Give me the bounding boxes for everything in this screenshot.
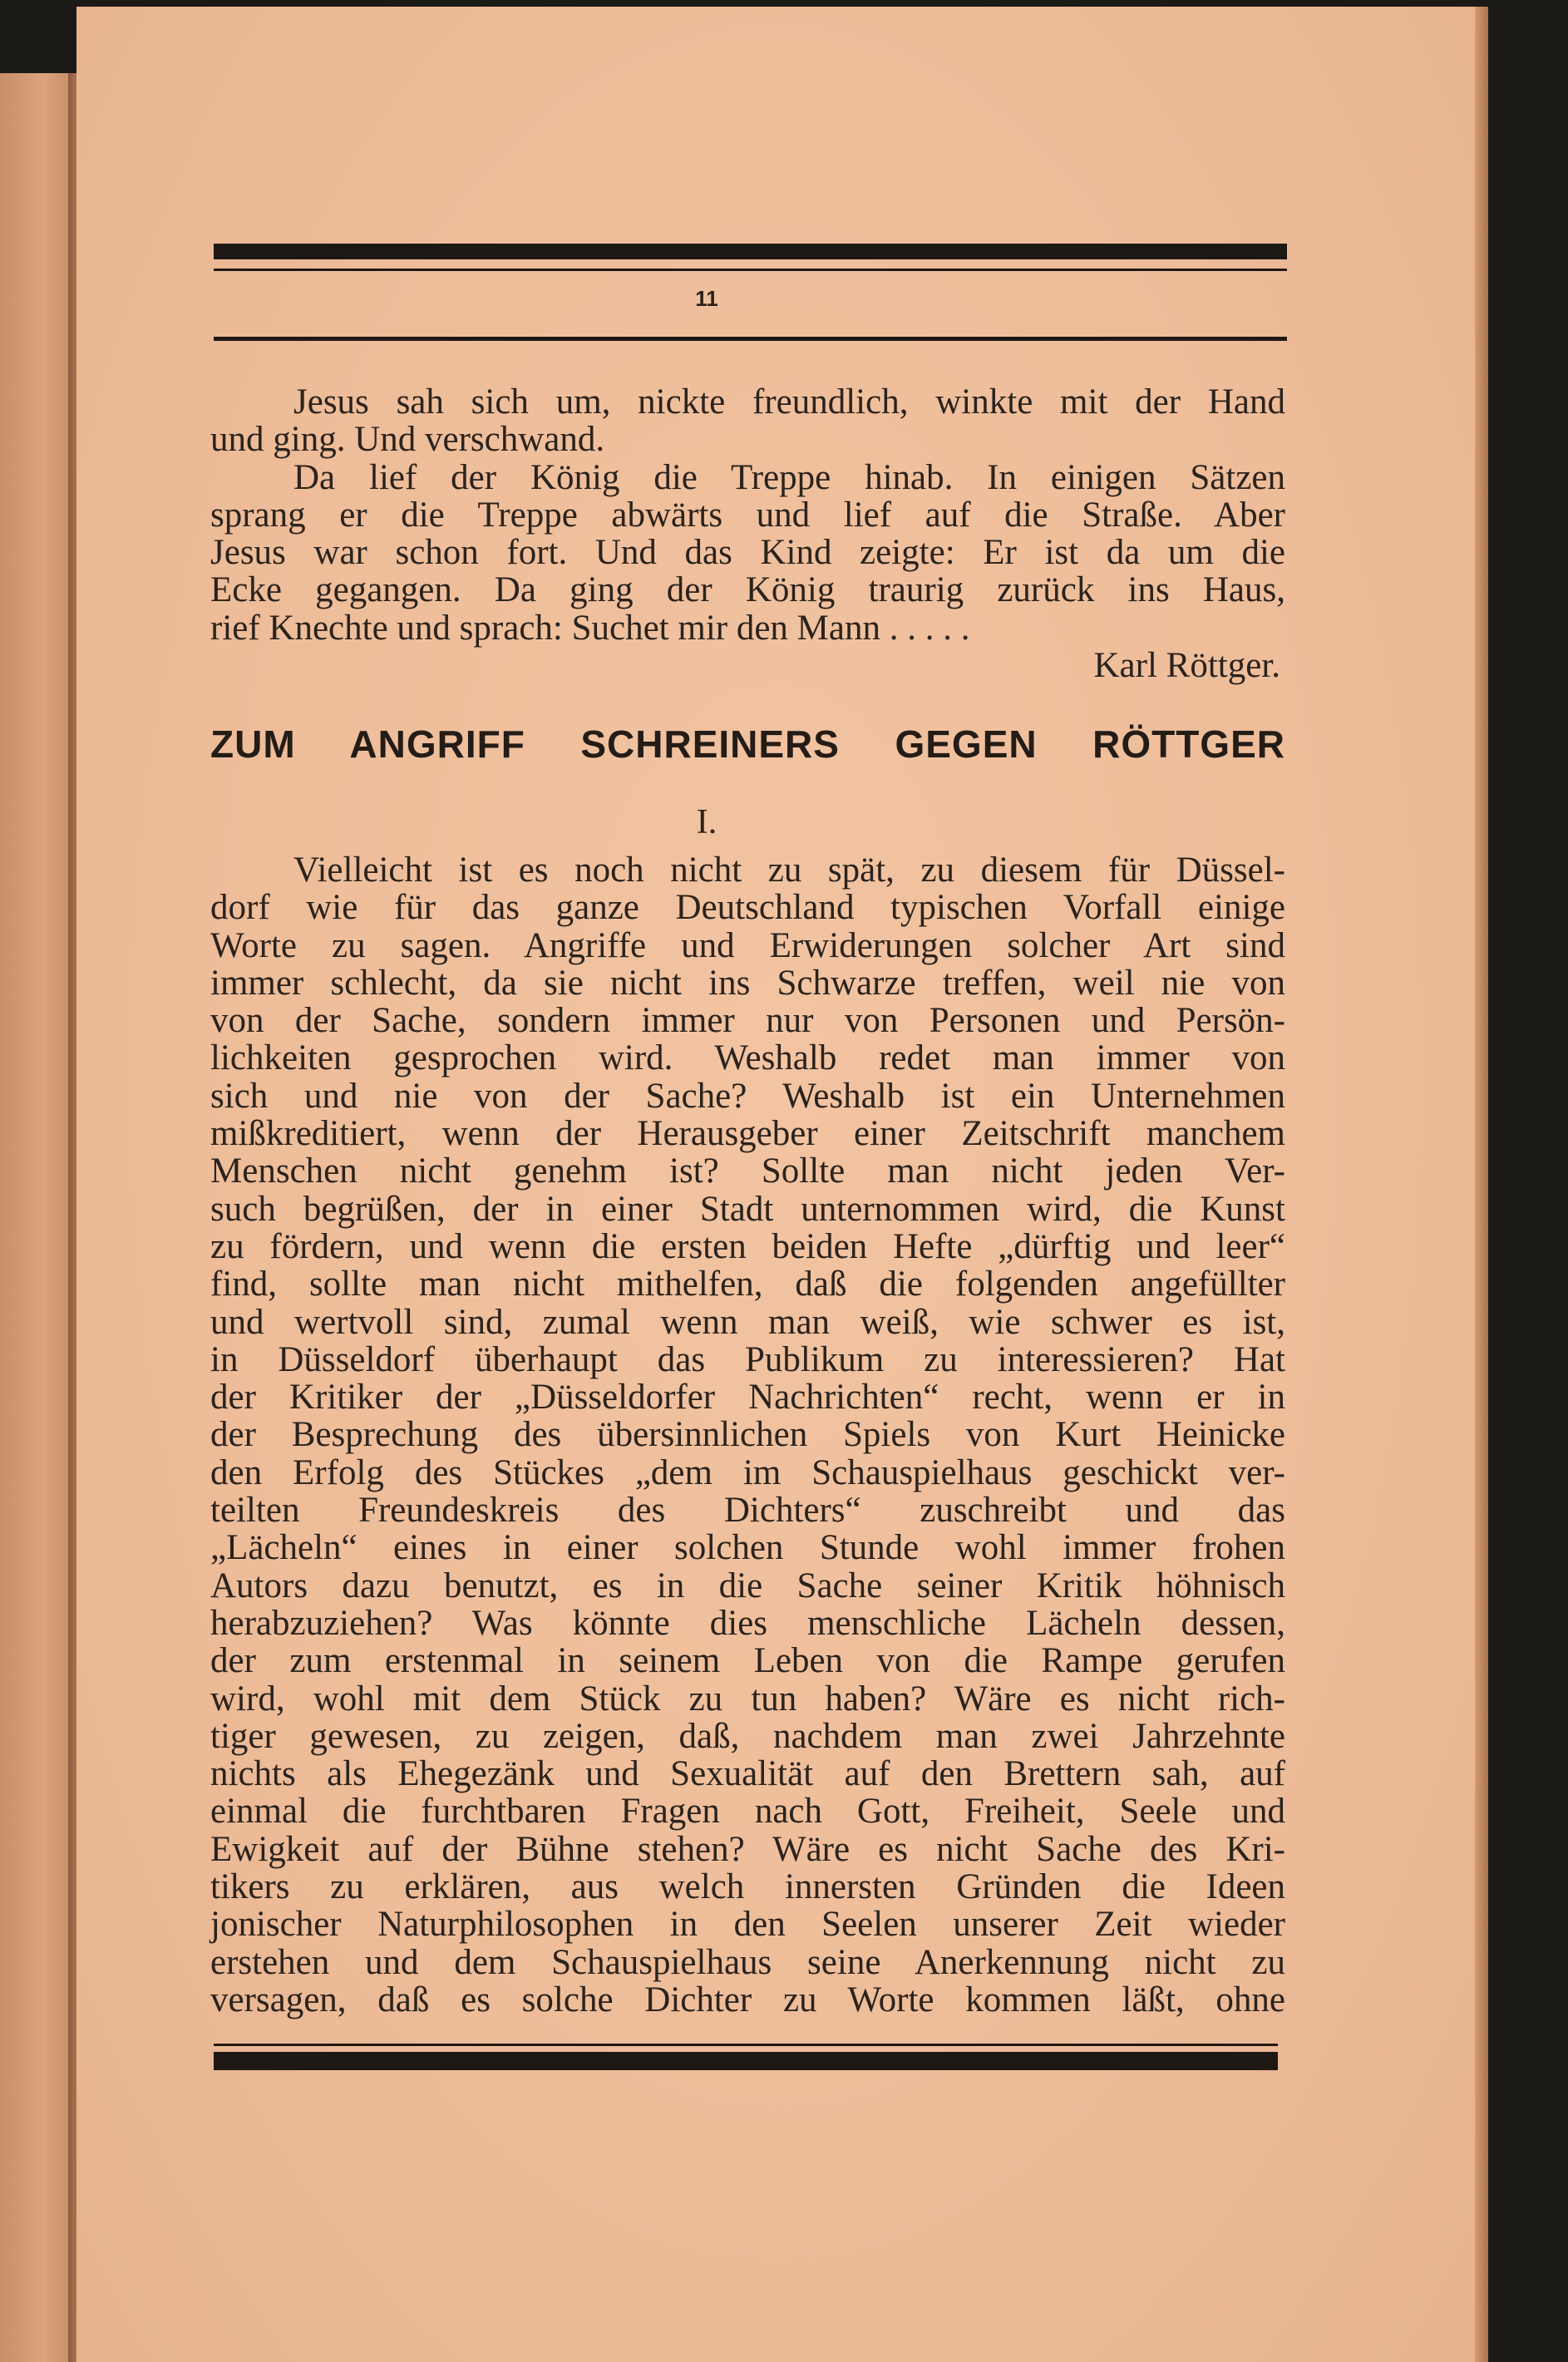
text-line: nichts als Ehegezänk und Sexualität auf den Brettern sah, auf (210, 1754, 1285, 1794)
text-line: lichkeiten gesprochen wird. Weshalb redet man immer von (210, 1038, 1285, 1078)
text-line: der Kritiker der „Düsseldorfer Nachrichten“ recht, wenn er in (210, 1378, 1285, 1418)
text-line: und wertvoll sind, zumal wenn man weiß, wie schwer es ist, (210, 1302, 1285, 1342)
text-line: tiger gewesen, zu zeigen, daß, nachdem man zwei Jahrzehnte (210, 1716, 1285, 1756)
text-line: wird, wohl mit dem Stück zu tun haben? Wäre es nicht rich- (210, 1679, 1285, 1718)
text-line: von der Sache, sondern immer nur von Personen und Persön- (210, 1001, 1285, 1041)
text-line: sprang er die Treppe abwärts und lief auf die Straße. Aber (210, 495, 1285, 535)
text-line: Ecke gegangen. Da ging der König traurig zurück ins Haus, (210, 570, 1285, 610)
text-line: herabzuziehen? Was könnte dies menschliche Lächeln dessen, (210, 1603, 1285, 1643)
page-edge-shadow (1475, 7, 1488, 2362)
text-line: Menschen nicht genehm ist? Sollte man nicht jeden Ver- (210, 1151, 1285, 1191)
text-line: der Besprechung des übersinnlichen Spiels von Kurt Heinicke (210, 1415, 1285, 1455)
text-line: such begrüßen, der in einer Stadt unternommen wird, die Kunst (210, 1189, 1285, 1229)
text-line: jonischer Naturphilosophen in den Seelen unserer Zeit wieder (210, 1905, 1285, 1945)
text-line: teilten Freundeskreis des Dichters“ zuschreibt und das (210, 1491, 1285, 1531)
text-line: Vielleicht ist es noch nicht zu spät, zu diesem für Düssel- (293, 851, 1285, 890)
text-line: zu fördern, und wenn die ersten beiden Hefte „dürftig und leer“ (210, 1226, 1285, 1266)
text-line: mißkreditiert, wenn der Herausgeber einer Zeitschrift manchem (210, 1114, 1285, 1154)
section-number: I. (696, 803, 717, 841)
text-line: Da lief der König die Treppe hinab. In einigen Sätzen (293, 457, 1285, 497)
text-line: Jesus war schon fort. Und das Kind zeigte: Er ist da um die (210, 533, 1285, 573)
text-line: Jesus sah sich um, nickte freundlich, winkte mit der Hand (293, 382, 1285, 422)
page-number: 11 (695, 286, 718, 311)
text-line: „Lächeln“ eines in einer solchen Stunde wohl immer frohen (210, 1528, 1285, 1568)
article-body (210, 851, 1285, 2019)
author-signature: Karl Röttger. (1093, 646, 1280, 686)
text-line: Ewigkeit auf der Bühne stehen? Wäre es nicht Sache des Kri- (210, 1829, 1285, 1869)
article-heading: ZUM ANGRIFF SCHREINERS GEGEN RÖTTGER (210, 722, 1285, 766)
text-line: find, sollte man nicht mithelfen, daß die folgenden angefüllter (210, 1265, 1285, 1304)
left-page-edge (0, 73, 73, 2362)
text-line: dorf wie für das ganze Deutschland typischen Vorfall einige (210, 888, 1285, 928)
text-line: einmal die furchtbaren Fragen nach Gott, Freiheit, Seele und (210, 1792, 1285, 1832)
text-line: versagen, daß es solche Dichter zu Worte kommen läßt, ohne (210, 1980, 1285, 2019)
text-line: tikers zu erklären, aus welch innersten Gründen die Ideen (210, 1867, 1285, 1907)
text-line: sich und nie von der Sache? Weshalb ist ein Unternehmen (210, 1076, 1285, 1116)
text-line: Autors dazu benutzt, es in die Sache seiner Kritik höhnisch (210, 1566, 1285, 1605)
text-line: immer schlecht, da sie nicht ins Schwarze treffen, weil nie von (210, 963, 1285, 1003)
footer-rule-thin (214, 2044, 1278, 2046)
header-rule-thin (214, 269, 1287, 271)
header-rule-thick (214, 244, 1287, 259)
text-line: der zum erstenmal in seinem Leben von die Rampe gerufen (210, 1641, 1285, 1681)
text-line: in Düsseldorf überhaupt das Publikum zu interessieren? Hat (210, 1339, 1285, 1379)
intro-text (210, 383, 1285, 684)
text-line: und ging. Und verschwand. (210, 420, 605, 460)
text-line: den Erfolg des Stückes „dem im Schauspielhaus geschickt ver- (210, 1452, 1285, 1492)
text-line: rief Knechte und sprach: Suchet mir den Mann . . . . . (210, 608, 970, 648)
text-line: erstehen und dem Schauspielhaus seine Anerkennung nicht zu (210, 1942, 1285, 1982)
text-line: Worte zu sagen. Angriffe und Erwiderungen solcher Art sind (210, 925, 1285, 965)
footer-rule-thick (214, 2052, 1278, 2070)
header-rule-bottom (214, 337, 1287, 341)
